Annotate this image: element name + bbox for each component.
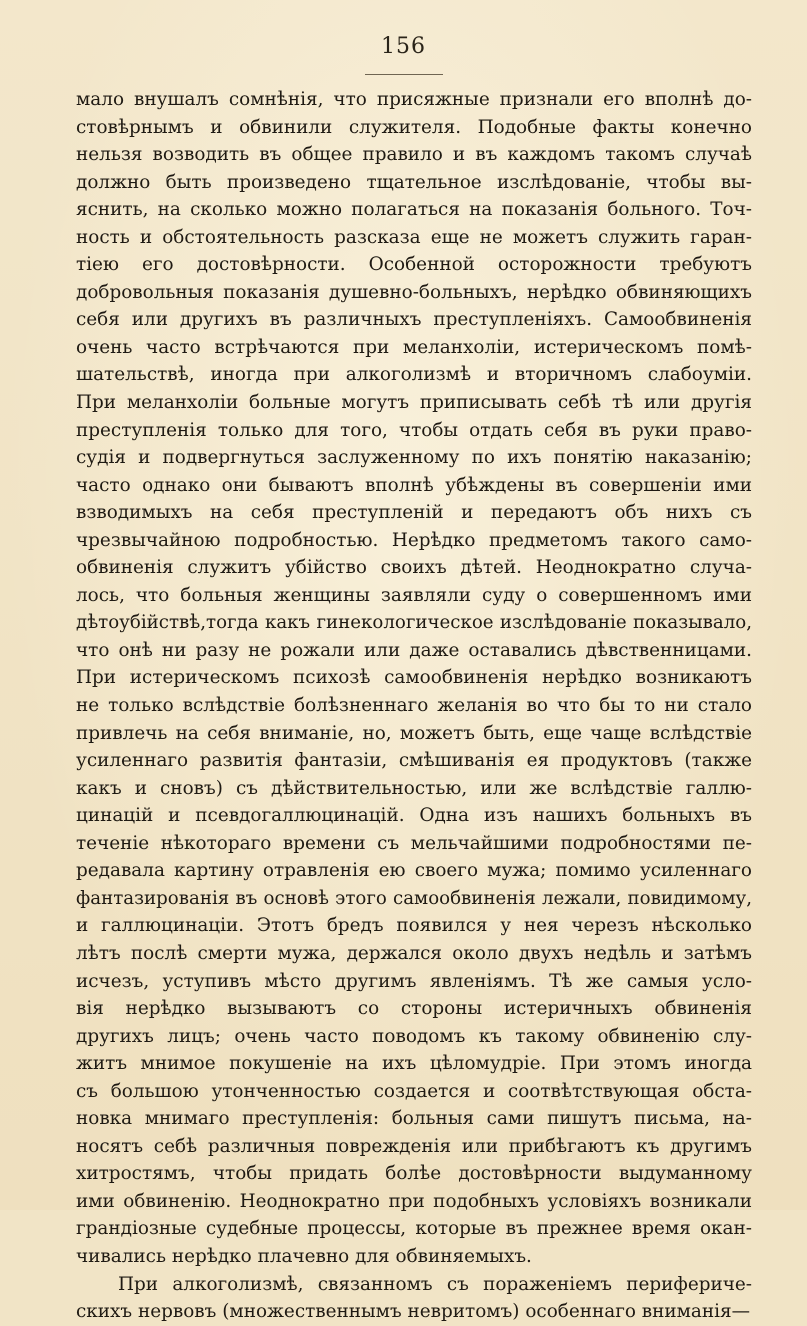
- text-line: взводимыхъ на себя преступленій и передаютъ объ нихъ съ: [76, 502, 752, 524]
- text-line: усиленнаго развитія фантазіи, смѣшиванія ея продуктовъ (также: [76, 750, 752, 772]
- text-line: хитростямъ, чтобы придать болѣе достовѣрности выдуманному: [76, 1163, 752, 1185]
- page-number: 156: [381, 34, 426, 59]
- text-line: лось, что больныя женщины заявляли суду о совершенномъ ими: [76, 584, 752, 606]
- text-line: редавала картину отравленія ею своего мужа; помимо усиленнаго: [76, 860, 752, 882]
- text-line: цинацій и псевдогаллюцинацій. Одна изъ нашихъ больныхъ въ: [76, 805, 752, 827]
- text-line: чрезвычайною подробностью. Нерѣдко предметомъ такого само-: [76, 529, 752, 551]
- text-line: другихъ лицъ; очень часто поводомъ къ такому обвиненію слу-: [76, 1025, 752, 1047]
- text-line: добровольныя показанія душевно-больныхъ, нерѣдко обвиняющихъ: [76, 281, 752, 303]
- text-line: привлечь на себя вниманіе, но, можетъ быть, еще чаще вслѣдствіе: [76, 722, 752, 744]
- text-line: преступленія только для того, чтобы отдать себя въ руки право-: [76, 419, 752, 441]
- text-line: мало внушалъ сомнѣнія, что присяжные признали его вполнѣ до-: [76, 89, 752, 110]
- text-line: теченіе нѣкотораго времени съ мельчайшими подробностями пе-: [76, 832, 752, 854]
- body-text: [76, 86, 752, 1326]
- text-line: носятъ себѣ различныя поврежденія или прибѣгаютъ къ другимъ: [76, 1135, 752, 1157]
- text-line: шательствѣ, иногда при алкоголизмѣ и вторичномъ слабоуміи.: [76, 364, 752, 386]
- text-line: тіею его достовѣрности. Особенной осторожности требуютъ: [76, 254, 752, 276]
- text-line: судія и подвергнуться заслуженному по ихъ понятію наказанію;: [76, 447, 752, 469]
- text-line: фантазированія въ основѣ этого самообвиненія лежали, повидимому,: [76, 887, 752, 909]
- text-line: При алкоголизмѣ, связанномъ съ пораженіемъ перифериче-: [118, 1273, 752, 1295]
- text-line: При истерическомъ психозѣ самообвиненія нерѣдко возникаютъ: [76, 667, 752, 689]
- text-line: яснить, на сколько можно полагаться на показанія больного. Точ-: [76, 199, 752, 221]
- text-line: ность и обстоятельность разсказа еще не можетъ служить гаран-: [76, 226, 752, 248]
- text-line: новка мнимаго преступленія: больныя сами пишутъ письма, на-: [76, 1108, 752, 1130]
- text-line: вія нерѣдко вызываютъ со стороны истеричныхъ обвиненія: [76, 998, 752, 1020]
- text-line: стовѣрнымъ и обвинили служителя. Подобные факты конечно: [76, 116, 752, 138]
- text-line: обвиненія служитъ убійство своихъ дѣтей. Неоднократно случа-: [76, 557, 752, 579]
- text-line: очень часто встрѣчаются при меланхоліи, истерическомъ помѣ-: [76, 336, 752, 358]
- text-line: дѣтоубійствѣ,тогда какъ гинекологическое изслѣдованіе показывало,: [76, 612, 752, 634]
- text-line: нельзя возводить въ общее правило и въ каждомъ такомъ случаѣ: [76, 144, 752, 166]
- text-line: При меланхоліи больные могутъ приписывать себѣ тѣ или другія: [76, 392, 752, 414]
- paragraph: [76, 86, 752, 1271]
- text-line: и галлюцинаціи. Этотъ бредъ появился у нея черезъ нѣсколько: [76, 915, 752, 937]
- text-line: чивались нерѣдко плачевно для обвиняемыхъ.: [76, 1245, 532, 1267]
- paragraph: [76, 1271, 752, 1326]
- text-line: скихъ нервовъ (множественнымъ невритомъ) особеннаго вниманія—: [76, 1301, 751, 1323]
- text-line: исчезъ, уступивъ мѣсто другимъ явленіямъ. Тѣ же самыя усло-: [76, 970, 752, 992]
- text-line: лѣтъ послѣ смерти мужа, держался около двухъ недѣль и затѣмъ: [76, 942, 752, 964]
- text-line: должно быть произведено тщательное изслѣдованіе, чтобы вы-: [76, 171, 752, 193]
- text-line: что онѣ ни разу не рожали или даже оставались дѣвственницами.: [76, 639, 752, 661]
- text-line: часто однако они бываютъ вполнѣ убѣждены въ совершеніи ими: [76, 474, 752, 496]
- text-line: какъ и сновъ) съ дѣйствительностью, или же вслѣдствіе галлю-: [76, 777, 752, 799]
- text-line: житъ мнимое покушеніе на ихъ цѣломудріе. При этомъ иногда: [76, 1053, 752, 1075]
- page-number-rule: [365, 74, 443, 75]
- text-line: себя или другихъ въ различныхъ преступленіяхъ. Самообвиненія: [76, 309, 752, 331]
- text-line: не только вслѣдствіе болѣзненнаго желанія во что бы то ни стало: [76, 695, 752, 717]
- text-line: ими обвиненію. Неоднократно при подобныхъ условіяхъ возникали: [76, 1190, 752, 1212]
- text-line: грандіозные судебные процессы, которые въ прежнее время окан-: [76, 1218, 752, 1240]
- text-line: съ большою утонченностью создается и соотвѣтствующая обста-: [76, 1080, 752, 1102]
